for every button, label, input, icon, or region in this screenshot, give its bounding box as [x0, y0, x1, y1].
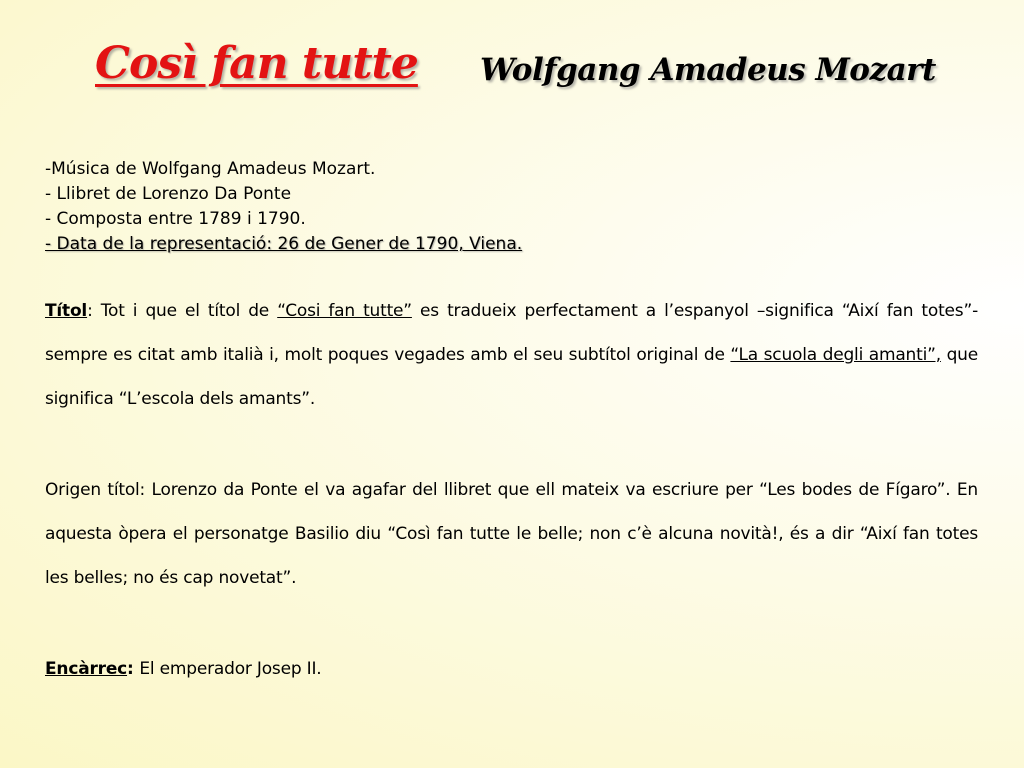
origen-paragraph: Origen títol: Lorenzo da Ponte el va agafar del llibret que ell mateix va escriure per “Les bodes de Fígaro”. En aquesta òpera el personatge Basilio diu “Così fan tutte le belle; non c’è alcuna novità!, és a dir “Així fan totes les belles; no és cap novetat”.	[45, 480, 978, 588]
titol-text-1: Tot i que el títol de	[100, 301, 278, 321]
titol-text-2: es tradueix perfectament a l’espanyol –significa “Així fan totes”- sempre es citat amb italià i, molt poques vegades amb el seu subtítol original de	[45, 301, 979, 365]
fact-premiere: - Data de la representació: 26 de Gener de 1790, Viena.	[45, 234, 523, 254]
encarrec-paragraph	[45, 647, 978, 691]
facts-list	[45, 157, 522, 257]
titol-paragraph	[45, 289, 978, 421]
titol-label: Títol	[45, 301, 88, 321]
fact-composed: - Composta entre 1789 i 1790.	[45, 209, 306, 229]
encarrec-label: Encàrrec	[45, 659, 128, 679]
encarrec-colon: :	[127, 659, 140, 679]
title-row	[0, 38, 1024, 108]
titol-subtitle-name: “La scuola degli amanti”,	[730, 345, 941, 365]
fact-music: -Música de Wolfgang Amadeus Mozart.	[45, 159, 376, 179]
opera-title: Così fan tutte	[95, 38, 418, 89]
fact-libretto: - Llibret de Lorenzo Da Ponte	[45, 184, 292, 204]
titol-colon: :	[87, 301, 101, 321]
titol-text-3: que significa “L’escola dels amants”.	[45, 345, 978, 409]
composer-title: Wolfgang Amadeus Mozart	[480, 52, 936, 88]
encarrec-text: El emperador Josep II.	[139, 659, 322, 679]
titol-opera-name: “Cosi fan tutte”	[277, 301, 412, 321]
